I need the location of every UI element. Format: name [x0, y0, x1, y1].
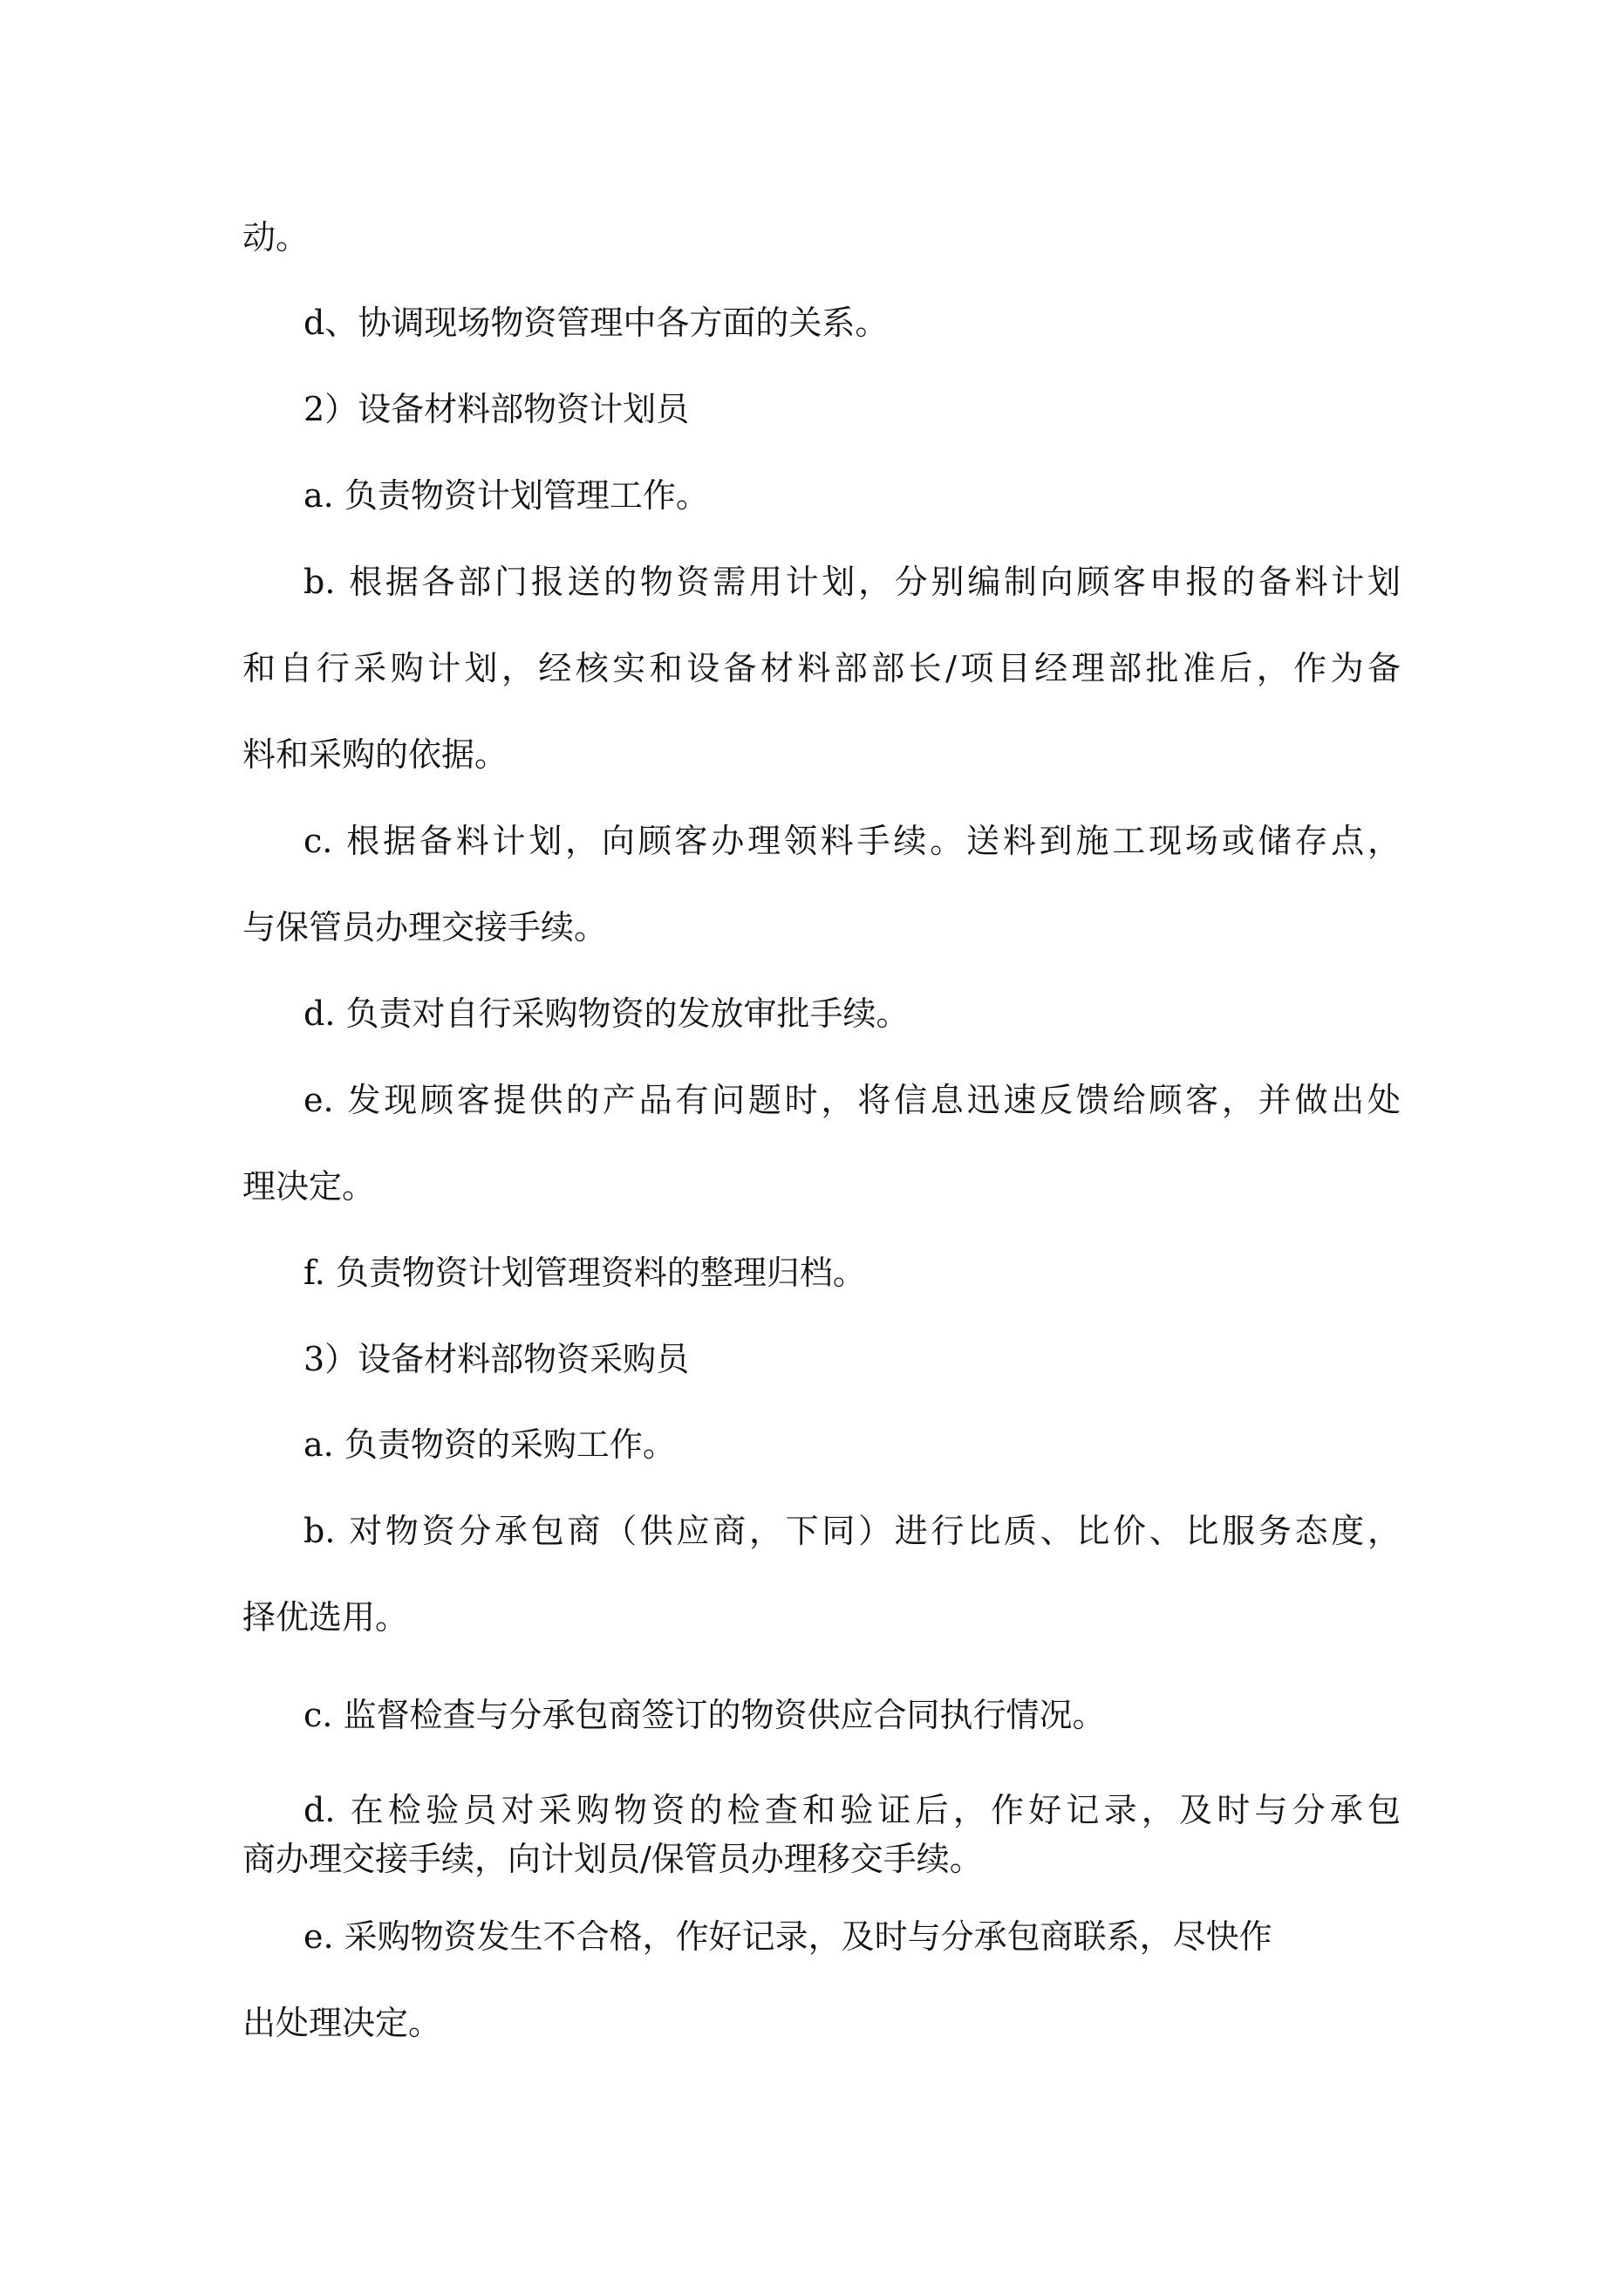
text-line: a. 负责物资的采购工作。: [303, 1425, 676, 1464]
text-line: d、协调现场物资管理中各方面的关系。: [303, 304, 889, 342]
text-line: c. 监督检查与分承包商签订的物资供应合同执行情况。: [303, 1696, 1106, 1734]
text-line: 3）设备材料部物资采购员: [303, 1340, 690, 1378]
text-line: f. 负责物资计划管理资料的整理归档。: [303, 1254, 866, 1292]
text-line: a. 负责物资计划管理工作。: [303, 476, 709, 515]
text-line: b. 根据各部门报送的物资需用计划，分别编制向顾客申报的备料计划: [303, 563, 1401, 601]
text-line: b. 对物资分承包商（供应商，下同）进行比质、比价、比服务态度，: [303, 1512, 1401, 1550]
text-line: 择优选用。: [242, 1598, 409, 1637]
text-line: 出处理决定。: [242, 2004, 442, 2042]
text-line: e. 采购物资发生不合格，作好记录，及时与分承包商联系，尽快作: [303, 1917, 1272, 1956]
text-line: 2）设备材料部物资计划员: [303, 390, 690, 428]
text-line: 料和采购的依据。: [242, 735, 508, 774]
text-line: e. 发现顾客提供的产品有问题时，将信息迅速反馈给顾客，并做出处: [303, 1081, 1401, 1119]
text-line: 动。: [242, 218, 310, 256]
text-line: 理决定。: [242, 1167, 376, 1206]
text-line: 商办理交接手续，向计划员/保管员办理移交手续。: [242, 1840, 983, 1878]
text-line: 和自行采购计划，经核实和设备材料部部长/项目经理部批准后，作为备: [242, 649, 1401, 687]
text-line: d. 负责对自行采购物资的发放审批手续。: [303, 994, 910, 1033]
text-line: 与保管员办理交接手续。: [242, 908, 608, 946]
text-line: d. 在检验员对采购物资的检查和验证后，作好记录，及时与分承包: [303, 1791, 1401, 1829]
text-line: c. 根据备料计划，向顾客办理领料手续。送料到施工现场或储存点，: [303, 822, 1401, 860]
